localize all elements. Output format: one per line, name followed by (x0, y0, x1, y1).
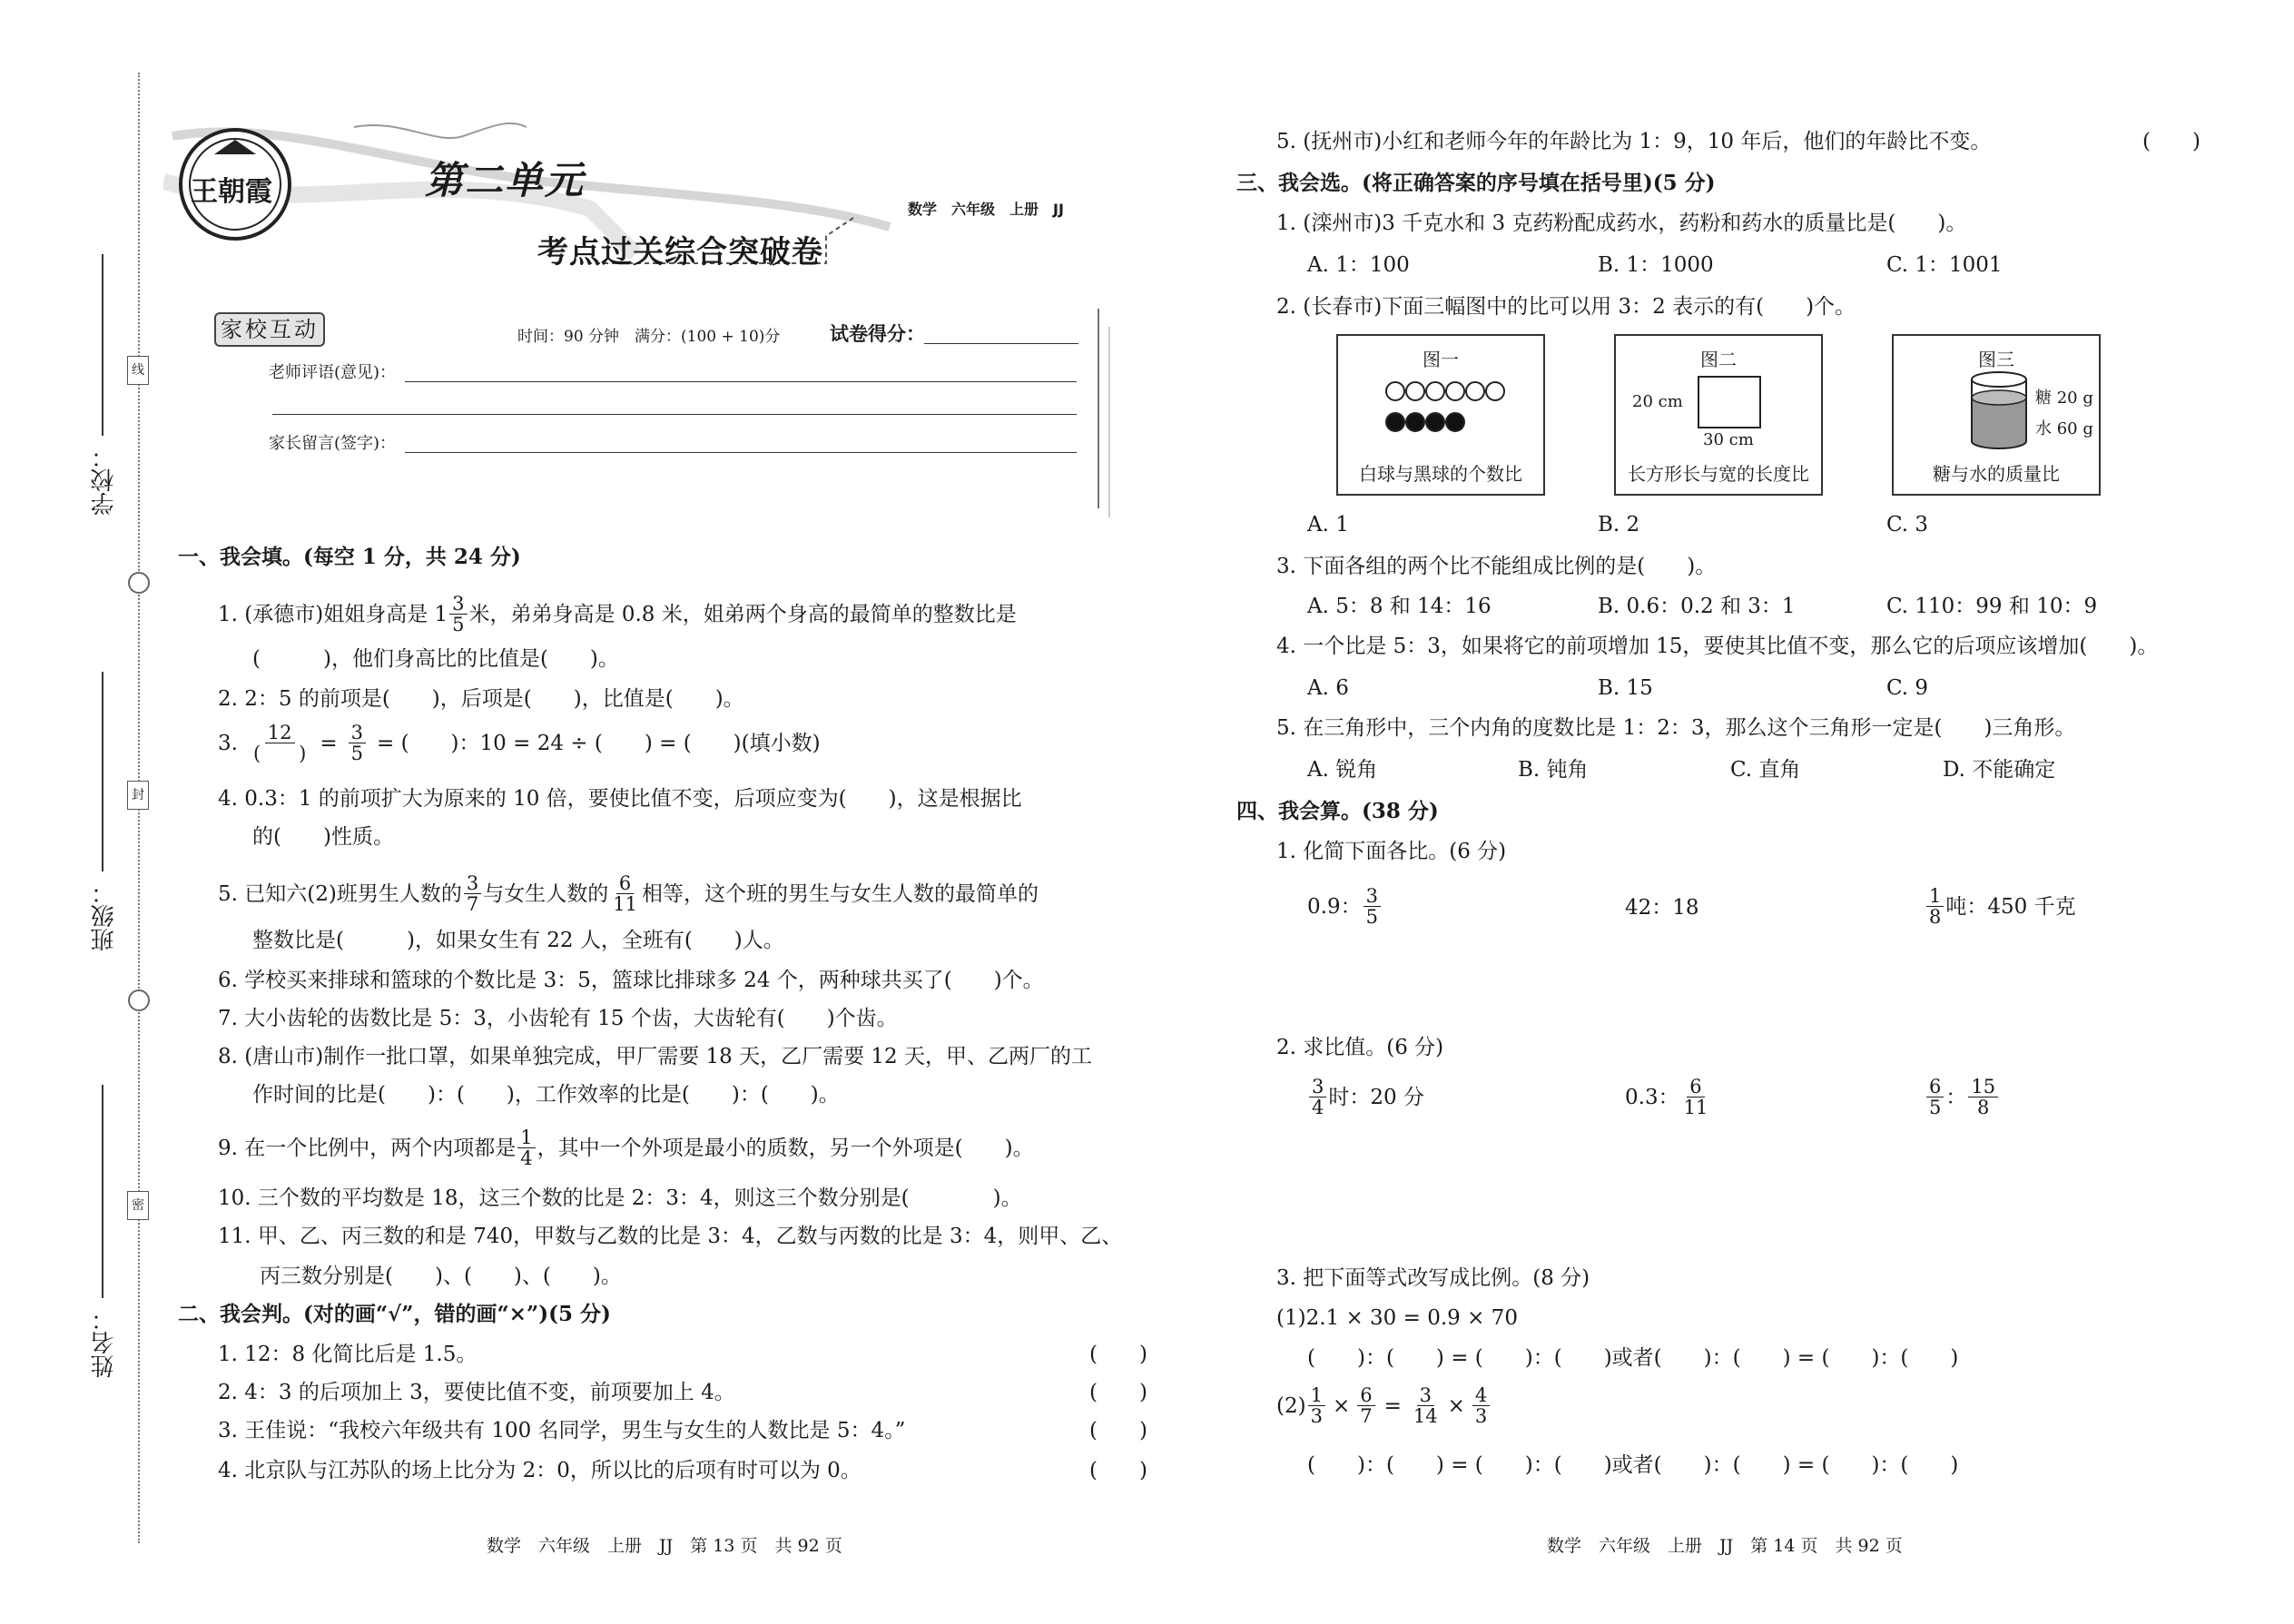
judge-item-4: 4. 北京队与江苏队的场上比分为 2：0，所以比的后项有时可以为 0。 (218, 1459, 861, 1482)
footer-left: 数学 六年级 上册 JJ 第 13 页 共 92 页 (487, 1536, 842, 1556)
choice-q2-option-a[interactable]: A. 1 (1307, 513, 1349, 536)
q5-line1 (218, 873, 1039, 914)
score-label: 试卷得分： (830, 322, 925, 345)
parent-comment-line[interactable] (405, 452, 1077, 453)
times-sign: × (1447, 1393, 1465, 1418)
q4-line1: 4. 0.3：1 的前项扩大为原来的 10 倍，要使比值不变，后项应变为( )，这是根据比 (218, 787, 1022, 811)
judge-item-1: 1. 12：8 化简比后是 1.5。 (218, 1343, 478, 1366)
equals-sign: = (1383, 1393, 1402, 1418)
choice-q2-option-b[interactable]: B. 2 (1598, 513, 1640, 536)
q4-line2: 的( )性质。 (252, 825, 394, 849)
white-ball-icon (1385, 381, 1405, 401)
judge-bracket-2[interactable]: ( ) (1089, 1381, 1147, 1404)
choice-q3-option-b[interactable]: B. 0.6：0.2 和 3：1 (1598, 595, 1796, 618)
name-field[interactable] (102, 1085, 103, 1298)
calc-1c (1925, 886, 2076, 927)
q9-fraction: $\frac{1}{4}$ (517, 1127, 535, 1168)
q11-line1: 11. 甲、乙、丙三数的和是 740，甲数与乙数的比是 3：4，乙数与丙数的比是 3：4，则甲、乙、 (218, 1225, 1123, 1248)
calc-2b-text: 0.3： (1625, 1085, 1679, 1109)
calc-2a-text: 时：20 分 (1328, 1085, 1424, 1109)
rect-height-label: 20 cm (1632, 392, 1683, 411)
footer-right: 数学 六年级 上册 JJ 第 14 页 共 92 页 (1547, 1536, 1903, 1556)
rect-width-label: 30 cm (1703, 430, 1754, 449)
choice-q3: 3. 下面各组的两个比不能组成比例的是( )。 (1276, 555, 1717, 578)
figure-1 (1336, 334, 1545, 496)
calc-1a (1307, 886, 1383, 927)
binding-hole-icon (128, 572, 150, 594)
choice-q4-option-a[interactable]: A. 6 (1307, 676, 1349, 700)
judge-bracket-3[interactable]: ( ) (1089, 1419, 1147, 1442)
judge-bracket-1[interactable]: ( ) (1089, 1343, 1147, 1366)
q3-fraction1: $\frac{12}{( )}$ (252, 722, 307, 764)
figure-3-title: 图三 (1978, 349, 2014, 370)
q3-fraction2: $\frac{3}{5}$ (349, 723, 366, 763)
calc-2c-fraction1: $\frac{6}{5}$ (1926, 1077, 1944, 1117)
q8-line1: 8. (唐山市)制作一批口罩，如果单独完成，甲厂需要 18 天，乙厂需要 12 天，甲、乙两厂的工 (218, 1045, 1092, 1068)
logo-text: 王朝霞 (191, 176, 272, 208)
teacher-comment-line[interactable] (405, 381, 1077, 382)
q5-text-c: 相等，这个班的男生与女生人数的最简单的 (641, 881, 1039, 906)
calc-2a-fraction: $\frac{3}{4}$ (1309, 1077, 1326, 1117)
section1-title: 一、我会填。(每空 1 分，共 24 分) (178, 545, 521, 569)
q5-text-b: 与女生人数的 (483, 881, 609, 906)
figure-2 (1614, 334, 1823, 496)
choice-q1-option-b[interactable]: B. 1：1000 (1598, 253, 1714, 277)
calc-2c (1925, 1077, 2000, 1117)
calc-1c-fraction: $\frac{1}{8}$ (1926, 886, 1944, 927)
calc-2a (1307, 1077, 1424, 1117)
water-label: 水 60 g (2035, 419, 2093, 438)
white-ball-icon (1465, 381, 1485, 401)
q2: 2. 2：5 的前项是( )，后项是( )，比值是( )。 (218, 687, 744, 711)
calc-3b (1276, 1385, 1492, 1426)
q8-line2: 作时间的比是( )：( )，工作效率的比是( )：( )。 (252, 1083, 840, 1107)
calc-2b-fraction: $\frac{6}{11}$ (1683, 1076, 1708, 1118)
figure-2-caption: 长方形长与宽的长度比 (1628, 463, 1809, 485)
choice-q4-option-c[interactable]: C. 9 (1886, 676, 1929, 700)
sugar-label: 糖 20 g (2035, 389, 2093, 408)
q1-fraction: $\frac{3}{5}$ (449, 594, 467, 635)
q9 (218, 1127, 1034, 1168)
q1-text-a: 1. (承德市)姐姐身高是 1 (218, 602, 448, 626)
section2-title: 二、我会判。(对的画“√”，错的画“×”)(5 分) (178, 1302, 611, 1326)
choice-q2-option-c[interactable]: C. 3 (1886, 513, 1929, 536)
calc-3b-blanks[interactable]: ( )：( ) = ( )：( )或者( )：( ) = ( )：( ) (1307, 1453, 1959, 1477)
choice-q4-option-b[interactable]: B. 15 (1598, 676, 1653, 700)
series-tag: 数学 六年级 上册 JJ (908, 201, 1064, 218)
calc-3b-num: (2) (1276, 1393, 1306, 1418)
home-school-badge: 家校互动 (214, 312, 325, 347)
section4-title: 四、我会算。(38 分) (1236, 799, 1439, 823)
binding-hole-icon (128, 989, 150, 1011)
time-info: 时间：90 分钟 满分：(100 + 10)分 (517, 328, 781, 346)
choice-q5: 5. 在三角形中，三个内角的度数比是 1：2：3，那么这个三角形一定是( )三角形。 (1276, 716, 2076, 740)
q10: 10. 三个数的平均数是 18，这三个数的比是 2：3：4，则这三个数分别是( )。 (218, 1186, 1022, 1210)
calc-2b (1625, 1077, 1712, 1117)
choice-q5-option-b[interactable]: B. 钝角 (1518, 758, 1589, 782)
q5-fraction2: $\frac{6}{11}$ (613, 872, 637, 915)
section3-title: 三、我会选。(将正确答案的序号填在括号里)(5 分) (1236, 171, 1716, 195)
q3 (218, 723, 821, 763)
class-field[interactable] (102, 672, 103, 871)
figure-1-caption: 白球与黑球的个数比 (1359, 463, 1522, 485)
calc-3a-blanks[interactable]: ( )：( ) = ( )：( )或者( )：( ) = ( )：( ) (1307, 1346, 1959, 1370)
q9-text-a: 9. 在一个比例中，两个内项都是 (218, 1136, 517, 1160)
choice-q4: 4. 一个比是 5：3，如果将它的前项增加 15，要使其比值不变，那么它的后项应该增加( )。 (1276, 635, 2159, 658)
header-frame-decoration (1080, 309, 1135, 517)
q3-text: = ( )：10 = 24 ÷ ( ) = ( )(填小数) (377, 731, 821, 755)
q1-text-b: 米，弟弟身高是 0.8 米，姐弟两个身高的最简单的整数比是 (468, 602, 1017, 626)
figure-3-caption: 糖与水的质量比 (1933, 463, 2060, 485)
calc-part3-title: 3. 把下面等式改写成比例。(8 分) (1276, 1266, 1590, 1290)
calc-part1-title: 1. 化简下面各比。(6 分) (1276, 840, 1507, 863)
figure-3 (1892, 334, 2101, 496)
times-sign: × (1332, 1393, 1351, 1418)
q3-eq: = (320, 731, 338, 755)
q9-text-b: ，其中一个外项是最小的质数，另一个外项是( )。 (537, 1136, 1034, 1160)
judge-item-3: 3. 王佳说：“我校六年级共有 100 名同学，男生与女生的人数比是 5：4。” (218, 1419, 906, 1442)
judge-bracket-5[interactable]: ( ) (2142, 130, 2200, 153)
seal-mark-2: 封 (127, 781, 149, 810)
teacher-comment-line[interactable] (272, 414, 1077, 415)
calc-3a: (1)2.1 × 30 = 0.9 × 70 (1276, 1306, 1518, 1330)
q7: 7. 大小齿轮的齿数比是 5：3，小齿轮有 15 个齿，大齿轮有( )个齿。 (218, 1007, 898, 1030)
q1-line1 (218, 594, 1017, 635)
white-ball-icon (1445, 381, 1465, 401)
score-field[interactable] (924, 343, 1078, 344)
choice-q3-option-a[interactable]: A. 5：8 和 14：16 (1307, 595, 1492, 618)
calc-part2-title: 2. 求比值。(6 分) (1276, 1036, 1444, 1059)
judge-item-2: 2. 4：3 的后项加上 3，要使比值不变，前项要加上 4。 (218, 1381, 735, 1404)
q1-line2: ( )，他们身高比的比值是( )。 (252, 647, 619, 671)
white-ball-icon (1405, 381, 1425, 401)
calc-3b-fraction3: $\frac{3}{14}$ (1413, 1384, 1438, 1427)
teacher-comment-label: 老师评语(意见)： (269, 363, 397, 382)
q3-num: 3. (218, 731, 238, 755)
choice-q1-option-a[interactable]: A. 1：100 (1307, 253, 1410, 277)
choice-q3-option-c[interactable]: C. 110：99 和 10：9 (1886, 595, 2098, 618)
name-label: 姓名： (91, 1307, 118, 1378)
black-ball-icon (1425, 412, 1445, 432)
q5-line2: 整数比是( )，如果女生有 22 人，全班有( )人。 (252, 929, 784, 952)
q5-fraction1: $\frac{3}{7}$ (464, 873, 481, 914)
seal-mark-1: 线 (127, 356, 149, 385)
calc-1c-text: 吨：450 千克 (1945, 894, 2076, 919)
calc-3b-fraction2: $\frac{6}{7}$ (1357, 1385, 1374, 1426)
white-ball-icon (1485, 381, 1505, 401)
choice-q1-option-c[interactable]: C. 1：1001 (1886, 253, 2003, 277)
figure-2-title: 图二 (1700, 349, 1737, 370)
white-ball-icon (1425, 381, 1445, 401)
school-field[interactable] (102, 254, 103, 436)
q6: 6. 学校买来排球和篮球的个数比是 3：5，篮球比排球多 24 个，两种球共买了( )个。 (218, 969, 1044, 992)
beaker-icon (1966, 370, 2039, 452)
calc-3b-fraction1: $\frac{1}{3}$ (1308, 1385, 1325, 1426)
paper-title: 考点过关综合突破卷 (537, 234, 823, 271)
choice-q5-option-a[interactable]: A. 锐角 (1307, 758, 1378, 782)
school-label: 学校： (91, 445, 118, 516)
calc-3b-fraction4: $\frac{4}{3}$ (1472, 1385, 1490, 1426)
black-ball-icon (1405, 412, 1425, 432)
choice-q5-option-c[interactable]: C. 直角 (1730, 758, 1801, 782)
judge-item-5: 5. (抚州市)小红和老师今年的年龄比为 1：9，10 年后，他们的年龄比不变。 (1276, 130, 1992, 153)
seal-mark-3: 密 (127, 1191, 149, 1220)
parent-comment-label: 家长留言(签字)： (269, 434, 397, 453)
q11-line2: 丙三数分别是( )、( )、( )。 (260, 1265, 622, 1288)
class-label: 班级： (91, 881, 118, 951)
q5-text-a: 5. 已知六(2)班男生人数的 (218, 881, 462, 906)
black-ball-icon (1385, 412, 1405, 432)
calc-2c-sep: ： (1945, 1085, 1967, 1109)
judge-bracket-4[interactable]: ( ) (1089, 1459, 1147, 1482)
choice-q2: 2. (长春市)下面三幅图中的比可以用 3：2 表示的有( )个。 (1276, 295, 1856, 319)
choice-q5-option-d[interactable]: D. 不能确定 (1943, 758, 2056, 782)
figure-1-title: 图一 (1423, 349, 1459, 370)
rectangle-shape (1698, 376, 1761, 428)
calc-2c-fraction2: $\frac{15}{8}$ (1968, 1077, 1998, 1117)
choice-q1: 1. (滦州市)3 千克水和 3 克药粉配成药水，药粉和药水的质量比是( )。 (1276, 212, 1967, 235)
calc-1a-text: 0.9： (1307, 894, 1362, 919)
black-ball-icon (1445, 412, 1465, 432)
calc-1b: 42：18 (1625, 896, 1699, 920)
calc-1a-fraction: $\frac{3}{5}$ (1364, 886, 1381, 927)
unit-title: 第二单元 (425, 158, 586, 202)
